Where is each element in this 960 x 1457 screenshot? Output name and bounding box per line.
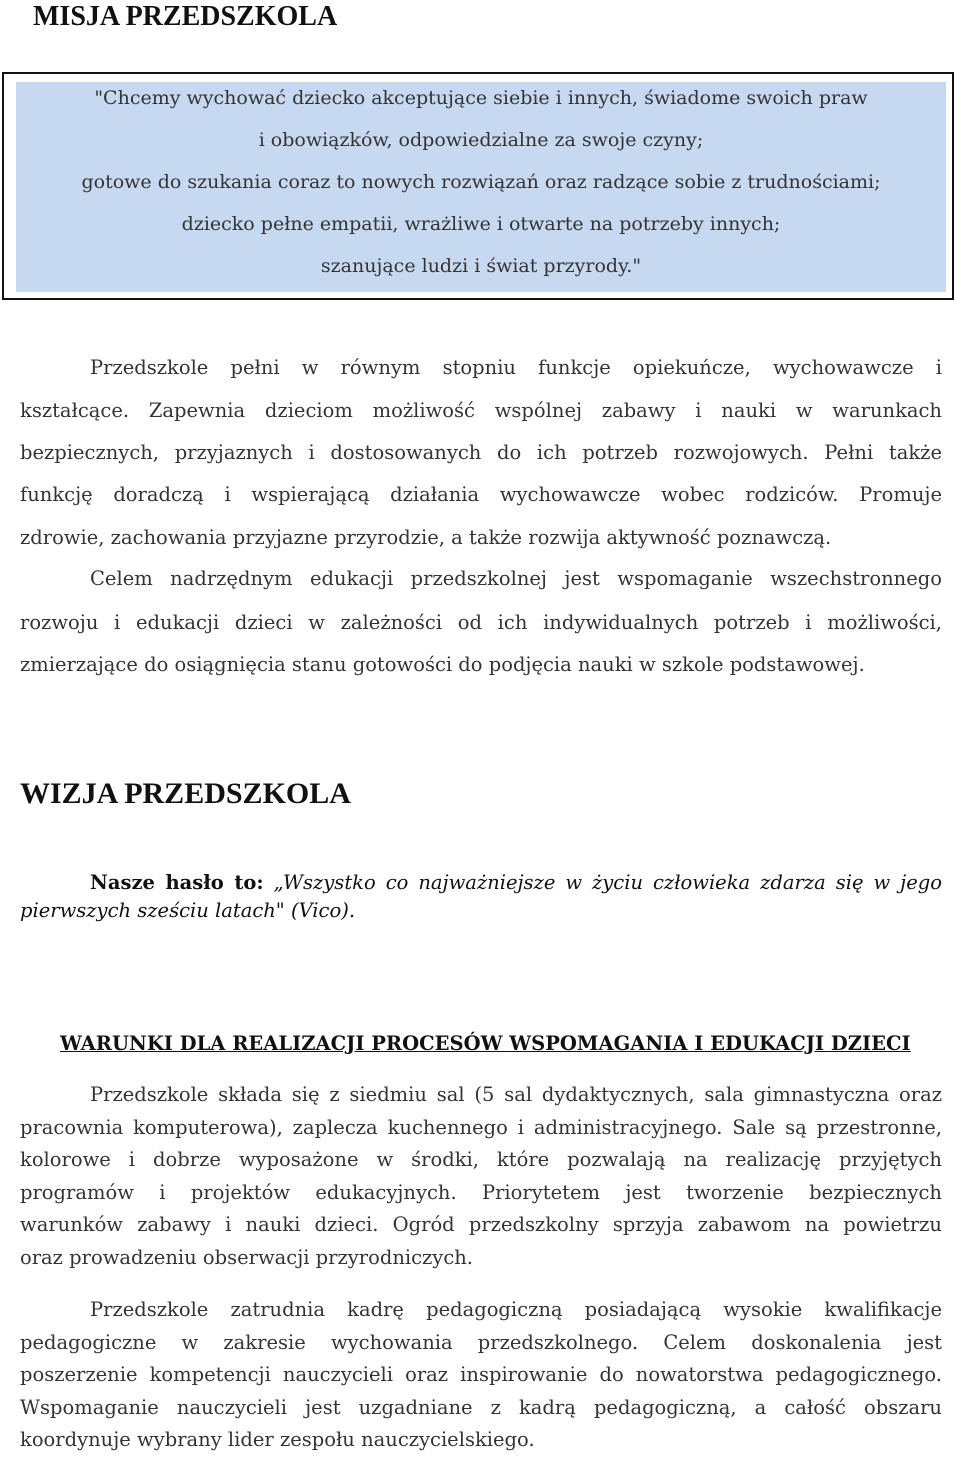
quote-line: i obowiązków, odpowiedzialne za swoje czyny; <box>258 129 704 151</box>
motto-label: Nasze hasło to: <box>90 871 264 894</box>
mission-paragraph-line: kształcące. Zapewnia dzieciom możliwość wspólnej zabawy i nauki w warunkach <box>20 399 942 422</box>
mission-paragraph-line: zdrowie, zachowania przyjazne przyrodzie, a także rozwija aktywność poznawczą. <box>20 526 832 549</box>
quote-line: "Chcemy wychować dziecko akceptujące siebie i innych, świadome swoich praw <box>94 87 868 109</box>
conditions-heading: WARUNKI DLA REALIZACJI PROCESÓW WSPOMAGANIA I EDUKACJI DZIECI <box>60 1032 911 1055</box>
vision-motto-line <box>90 870 942 896</box>
mission-paragraph-line: funkcję doradczą i wspierającą działania wychowawcze wobec rodziców. Promuje <box>20 483 942 506</box>
conditions-paragraph-line: koordynuje wybrany lider zespołu nauczycielskiego. <box>20 1428 535 1451</box>
conditions-paragraph-line: programów i projektów edukacyjnych. Priorytetem jest tworzenie bezpiecznych <box>20 1181 942 1204</box>
quote-line: szanujące ludzi i świat przyrody." <box>320 255 642 277</box>
mission-heading: MISJA PRZEDSZKOLA <box>33 1 338 32</box>
conditions-paragraph-line: oraz prowadzeniu obserwacji przyrodniczych. <box>20 1246 474 1269</box>
motto-quote: „Wszystko co najważniejsze w życiu człowieka zdarza się w jego <box>263 871 942 894</box>
mission-paragraph-line: bezpiecznych, przyjaznych i dostosowanych do ich potrzeb rozwojowych. Pełni także <box>20 441 942 464</box>
mission-quote-background <box>16 82 946 292</box>
mission-paragraph-line: Przedszkole pełni w równym stopniu funkcje opiekuńcze, wychowawcze i <box>90 356 942 379</box>
conditions-paragraph-line: Przedszkole składa się z siedmiu sal (5 sal dydaktycznych, sala gimnastyczna oraz <box>90 1083 942 1106</box>
mission-paragraph-line: Celem nadrzędnym edukacji przedszkolnej jest wspomaganie wszechstronnego <box>90 567 942 590</box>
vision-motto-line-2: pierwszych sześciu latach" (Vico). <box>20 899 356 922</box>
conditions-paragraph-line: Wspomaganie nauczycieli jest uzgadniane z kadrą pedagogiczną, a całość obszaru <box>20 1396 942 1419</box>
conditions-paragraph-line: warunków zabawy i nauki dzieci. Ogród przedszkolny sprzyja zabawom na powietrzu <box>20 1213 942 1236</box>
mission-paragraph-line: zmierzające do osiągnięcia stanu gotowości do podjęcia nauki w szkole podstawowej. <box>20 653 865 676</box>
vision-heading: WIZJA PRZEDSZKOLA <box>20 777 351 810</box>
conditions-paragraph-line: Przedszkole zatrudnia kadrę pedagogiczną posiadającą wysokie kwalifikacje <box>90 1298 942 1321</box>
mission-quote-box <box>2 72 954 300</box>
mission-paragraph-line: rozwoju i edukacji dzieci w zależności od ich indywidualnych potrzeb i możliwości, <box>20 611 942 634</box>
conditions-paragraph-line: poszerzenie kompetencji nauczycieli oraz inspirowanie do nowatorstwa pedagogicznego. <box>20 1363 942 1386</box>
conditions-paragraph-line: pracownia komputerowa), zaplecza kuchennego i administracyjnego. Sale są przestronne, <box>20 1116 942 1139</box>
conditions-paragraph-line: pedagogiczne w zakresie wychowania przedszkolnego. Celem doskonalenia jest <box>20 1331 942 1354</box>
quote-line: gotowe do szukania coraz to nowych rozwiązań oraz radzące sobie z trudnościami; <box>81 171 881 193</box>
quote-line: dziecko pełne empatii, wrażliwe i otwarte na potrzeby innych; <box>181 213 781 235</box>
conditions-paragraph-line: kolorowe i dobrze wyposażone w środki, które pozwalają na realizację przyjętych <box>20 1148 942 1171</box>
